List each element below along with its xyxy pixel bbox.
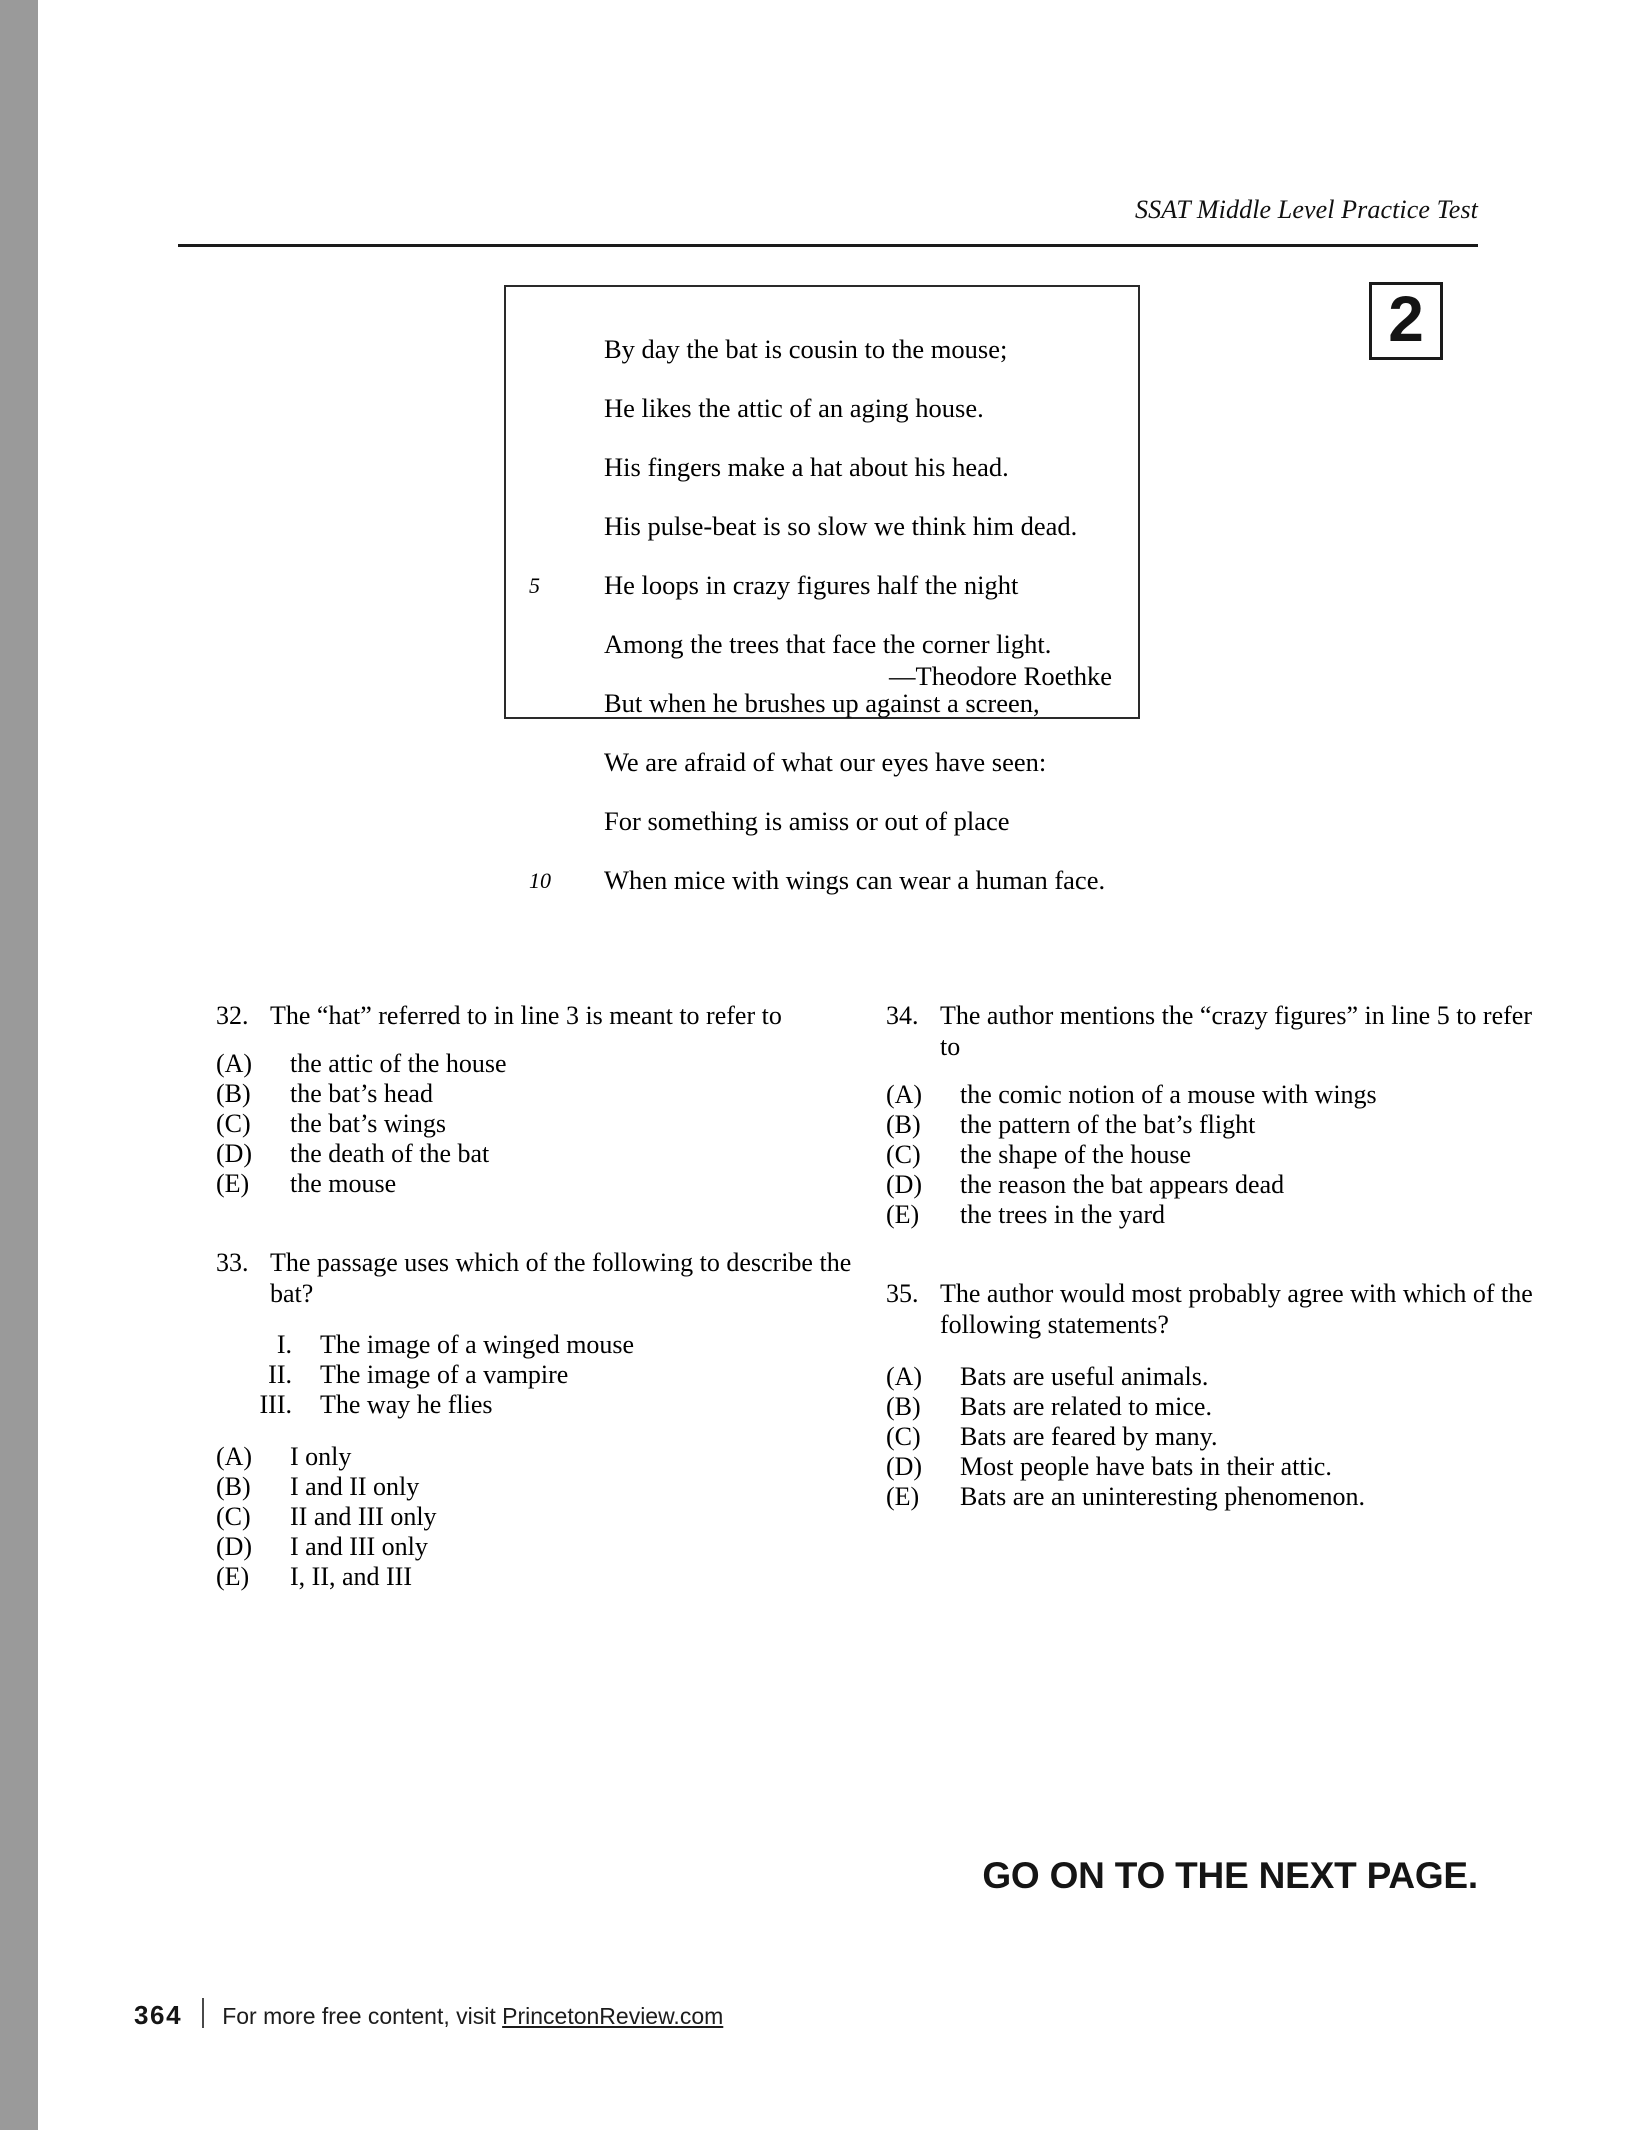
choice-text: I and III only [290,1532,428,1561]
passage-line-text: For something is amiss or out of place [604,806,1010,836]
go-on-notice: GO ON TO THE NEXT PAGE. [982,1855,1478,1896]
question-stem-row [886,1000,1536,1062]
section-number-box [1369,282,1443,360]
choice-text: Bats are an uninteresting phenomenon. [960,1482,1366,1511]
passage-line-text: His pulse-beat is so slow we think him dead. [604,511,1078,541]
page-footer [134,1994,723,2031]
answer-choice[interactable] [216,1472,866,1502]
choice-label: (B) [216,1472,251,1501]
choice-text: Bats are feared by many. [960,1422,1218,1451]
answer-choice[interactable] [216,1562,866,1592]
page-spine-bar [0,0,38,2130]
passage-line-text: We are afraid of what our eyes have seen: [604,747,1047,777]
choice-label: (C) [886,1422,921,1451]
passage-line-text: His fingers make a hat about his head. [604,452,1009,482]
roman-text: The image of a vampire [320,1360,569,1389]
question-text: The passage uses which of the following to describe the bat? [270,1248,852,1308]
passage-line [506,556,1138,615]
page-number: 364 [134,2000,183,2030]
choice-text: the bat’s head [290,1079,433,1108]
roman-label: I. [276,1330,292,1359]
header-rule [178,244,1478,247]
choice-text: the shape of the house [960,1140,1192,1169]
question-text: The “hat” referred to in line 3 is meant to refer to [270,1001,782,1030]
choice-text: the comic notion of a mouse with wings [960,1080,1377,1109]
answer-choice[interactable] [216,1442,866,1472]
questions-column-right [886,1000,1536,1542]
choice-text: I only [290,1442,352,1471]
answer-choice[interactable] [216,1502,866,1532]
answer-choice[interactable] [216,1049,866,1079]
choice-text: the attic of the house [290,1049,507,1078]
roman-label: III. [259,1390,292,1419]
passage-lines [506,287,1138,895]
choice-text: Bats are useful animals. [960,1362,1209,1391]
question-text: The author would most probably agree with which of the following statements? [940,1279,1533,1339]
passage-line-text: But when he brushes up against a screen, [604,688,1040,718]
passage-line [506,851,1138,910]
choice-label: (D) [886,1170,923,1199]
choice-label: (E) [216,1562,250,1591]
passage-line-text: He likes the attic of an aging house. [604,393,984,423]
answer-choice[interactable] [216,1079,866,1109]
answer-choice[interactable] [886,1170,1536,1200]
passage-line-text: When mice with wings can wear a human face. [604,865,1106,895]
choice-text: the reason the bat appears dead [960,1170,1285,1199]
answer-choice[interactable] [886,1140,1536,1170]
choice-label: (D) [216,1532,253,1561]
choice-text: I, II, and III [290,1562,412,1591]
choice-label: (A) [216,1442,253,1471]
choice-text: Bats are related to mice. [960,1392,1212,1421]
passage-attribution: —Theodore Roethke [889,661,1112,691]
answer-choice[interactable] [886,1200,1536,1230]
passage-line [506,320,1138,379]
question-text: The author mentions the “crazy figures” in line 5 to refer to [940,1001,1532,1061]
choice-text: the pattern of the bat’s flight [960,1110,1256,1139]
roman-text: The way he flies [320,1390,493,1419]
choice-label: (D) [216,1139,253,1168]
page-sheet [38,0,1640,2130]
passage-line-text: Among the trees that face the corner light. [604,629,1052,659]
roman-statement [216,1330,866,1360]
footer-note [222,2003,723,2030]
question-32 [216,1000,866,1199]
answer-choices [886,1362,1536,1512]
choice-label: (B) [886,1392,921,1421]
passage-line-text: He loops in crazy figures half the night [604,570,1019,600]
roman-label: II. [268,1360,292,1389]
roman-statement [216,1360,866,1390]
answer-choice[interactable] [886,1482,1536,1512]
choice-label: (C) [886,1140,921,1169]
answer-choice[interactable] [886,1080,1536,1110]
passage-line [506,438,1138,497]
passage-line [506,497,1138,556]
choice-text: the death of the bat [290,1139,490,1168]
choice-text: II and III only [290,1502,437,1531]
choice-label: (E) [886,1482,920,1511]
answer-choices [216,1049,866,1199]
choice-label: (E) [886,1200,920,1229]
choice-text: the bat’s wings [290,1109,446,1138]
choice-text: Most people have bats in their attic. [960,1452,1332,1481]
passage-line-number: 10 [529,868,551,893]
answer-choice[interactable] [886,1452,1536,1482]
answer-choice[interactable] [886,1362,1536,1392]
answer-choice[interactable] [216,1109,866,1139]
choice-label: (B) [886,1110,921,1139]
roman-text: The image of a winged mouse [320,1330,635,1359]
choice-text: I and II only [290,1472,420,1501]
roman-numeral-statements [216,1330,866,1420]
answer-choice[interactable] [886,1422,1536,1452]
answer-choice[interactable] [886,1110,1536,1140]
answer-choices [886,1080,1536,1230]
question-35 [886,1278,1536,1512]
question-34 [886,1000,1536,1230]
footer-note-prefix: For more free content, visit [222,2003,503,2029]
question-stem-row [886,1278,1536,1340]
answer-choice[interactable] [216,1169,866,1199]
choice-label: (B) [216,1079,251,1108]
section-number-label: 2 [1388,283,1424,355]
question-number: 33. [216,1248,249,1277]
passage-line-text: By day the bat is cousin to the mouse; [604,334,1008,364]
answer-choices [216,1442,866,1592]
choice-text: the trees in the yard [960,1200,1166,1229]
answer-choice[interactable] [886,1392,1536,1422]
answer-choice[interactable] [216,1139,866,1169]
passage-line-number: 5 [529,573,540,598]
roman-statement [216,1390,866,1420]
running-header-title: SSAT Middle Level Practice Test [1135,195,1478,224]
question-number: 34. [886,1001,919,1030]
choice-label: (A) [216,1049,253,1078]
passage-line [506,379,1138,438]
choice-label: (D) [886,1452,923,1481]
footer-divider [202,1998,204,2028]
question-stem-row [216,1000,866,1031]
choice-label: (C) [216,1109,251,1138]
choice-label: (C) [216,1502,251,1531]
passage-line [506,792,1138,851]
question-number: 35. [886,1279,919,1308]
choice-text: the mouse [290,1169,397,1198]
princeton-review-link[interactable]: PrincetonReview.com [502,2003,724,2029]
passage-line [506,733,1138,792]
question-33 [216,1247,866,1592]
question-stem-row [216,1247,866,1309]
choice-label: (A) [886,1080,923,1109]
choice-label: (A) [886,1362,923,1391]
question-number: 32. [216,1001,249,1030]
answer-choice[interactable] [216,1532,866,1562]
choice-label: (E) [216,1169,250,1198]
passage-box [504,285,1140,895]
questions-column-left [216,1000,866,1622]
